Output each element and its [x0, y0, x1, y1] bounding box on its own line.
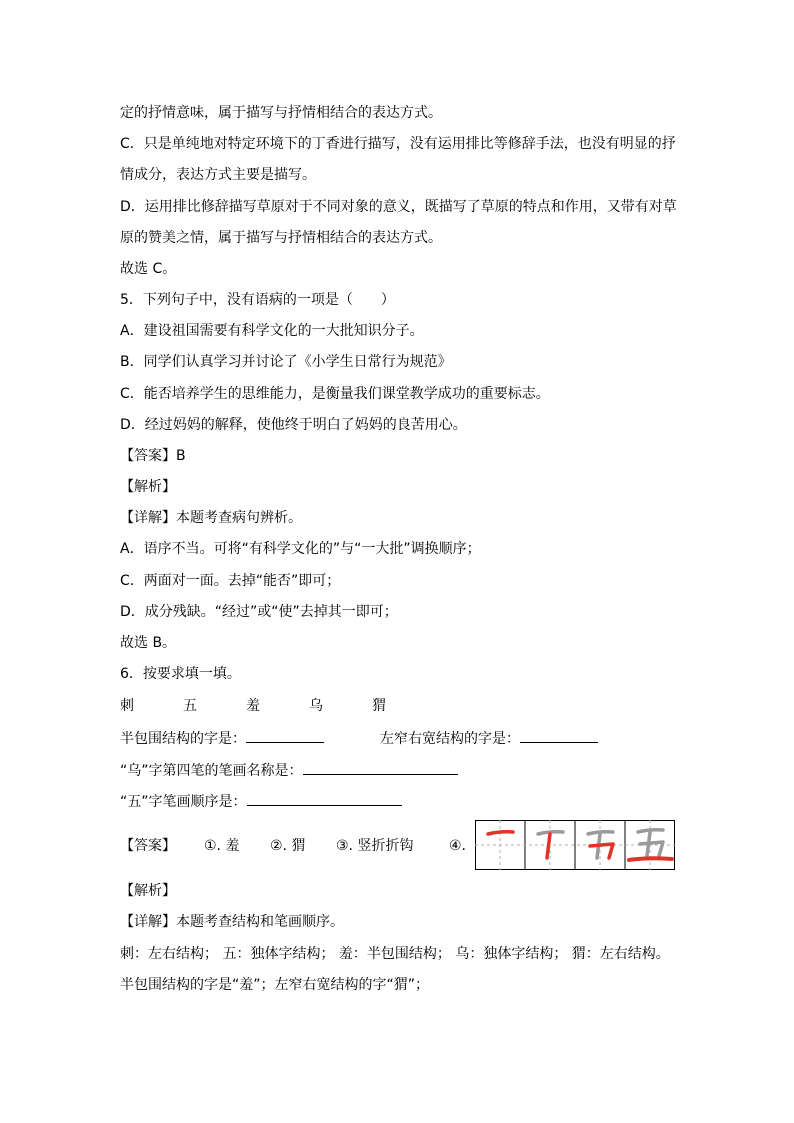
character-item: 羞 [246, 698, 260, 714]
text-line: 定的抒情意味，属于描写与抒情相结合的表达方式。 [120, 105, 442, 121]
analysis-heading: 【解析】 [120, 479, 176, 495]
character-item: 猬 [372, 698, 386, 714]
detail-d: D．成分残缺。“经过”或“使”去掉其一即可； [120, 604, 398, 620]
stroke-order-grid [475, 820, 675, 870]
option-d-explanation: D．运用排比修辞描写草原对于不同对象的意义，既描写了草原的特点和作用，又带有对草 [120, 199, 677, 215]
stroke-step-1 [488, 832, 513, 834]
text-line: 情成分，表达方式主要是描写。 [120, 167, 316, 183]
question-5-option-b: B．同学们认真学习并讨论了《小学生日常行为规范》 [120, 354, 452, 370]
answer-blank [246, 728, 324, 743]
fill-stroke-order [120, 791, 402, 812]
answer-1: ①. 羞 [204, 838, 240, 854]
text-line: 原的赞美之情，属于描写与抒情相结合的表达方式。 [120, 230, 442, 246]
structure-conclusion: 半包围结构的字是“羞”；左窄右宽结构的字“猬”； [120, 977, 430, 993]
stroke-step-3 [588, 832, 613, 858]
question-6-title: 6．按要求填一填。 [120, 666, 241, 682]
answer-2: ②. 猬 [270, 838, 306, 854]
question-5-title: 5．下列句子中，没有语病的一项是（ ） [120, 292, 395, 308]
answer-label: 【答案】 [120, 838, 176, 854]
conclusion-line: 故选 C。 [120, 261, 177, 277]
character-item: 五 [183, 698, 197, 714]
fill-left-narrow [380, 728, 598, 749]
answer-line: 【答案】B [120, 448, 186, 464]
structure-analysis: 刺：左右结构； 五：独体字结构； 羞：半包围结构； 乌：独体字结构； 猬：左右结构。 [120, 946, 670, 962]
answer-blank [247, 791, 402, 806]
detail-heading: 【详解】本题考查病句辨析。 [120, 510, 302, 526]
fill-semi-enclosed [120, 728, 324, 749]
answer-blank [303, 760, 458, 775]
fill-fourth-stroke [120, 760, 458, 781]
answer-blank [520, 728, 598, 743]
detail-a: A．语序不当。可将“有科学文化的”与“一大批”调换顺序； [120, 541, 481, 557]
character-item: 乌 [309, 698, 323, 714]
answer-4: ④. [449, 838, 467, 854]
option-c-explanation: C．只是单纯地对特定环境下的丁香进行描写，没有运用排比等修辞手法，也没有明显的抒 [120, 136, 676, 152]
detail-c: C．两面对一面。去掉“能否”即可； [120, 573, 341, 589]
detail-heading: 【详解】本题考查结构和笔画顺序。 [120, 914, 344, 930]
answer-3: ③. 竖折折钩 [336, 838, 414, 854]
question-5-option-a: A．建设祖国需要有科学文化的一大批知识分子。 [120, 323, 424, 339]
question-5-option-c: C．能否培养学生的思维能力，是衡量我们课堂教学成功的重要标志。 [120, 386, 550, 402]
analysis-heading: 【解析】 [120, 883, 176, 899]
fill-label: 左窄右宽结构的字是： [380, 731, 520, 747]
fill-label: “五”字笔画顺序是： [120, 794, 247, 810]
conclusion-line: 故选 B。 [120, 635, 177, 651]
fill-label: 半包围结构的字是： [120, 731, 246, 747]
question-5-option-d: D．经过妈妈的解释，使他终于明白了妈妈的良苦用心。 [120, 417, 467, 433]
fill-label: “乌”字第四笔的笔画名称是： [120, 763, 303, 779]
character-item: 刺 [120, 698, 134, 714]
